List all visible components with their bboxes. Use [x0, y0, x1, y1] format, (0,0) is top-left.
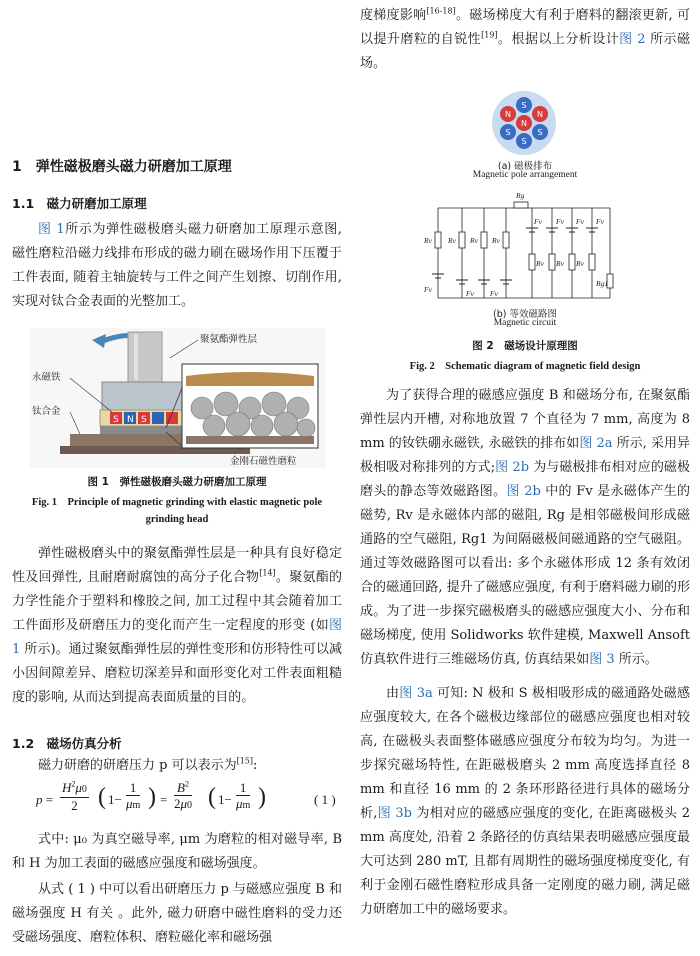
paragraph-gradient: 度梯度影响[16-18]。磁场梯度大有利于磨料的翻滚更新, 可以提升磨粒的自锐性[19]。根据以上分析设计图 2 所示磁场。 — [360, 6, 690, 71]
svg-text:Fv: Fv — [556, 217, 564, 226]
svg-text:Rv: Rv — [536, 259, 544, 268]
svg-text:Rv: Rv — [424, 236, 432, 245]
svg-text:Rv: Rv — [470, 236, 478, 245]
figure-link[interactable]: 图 3b — [377, 806, 412, 821]
svg-text:N: N — [505, 110, 511, 119]
figure-2a-caption-cn: (a) 磁极排布 — [497, 161, 553, 172]
figure-2b-caption-cn: (b) 等效磁路图 — [493, 309, 557, 320]
figure-2-caption-cn: 图 2 磁场设计原理图 — [472, 340, 578, 352]
equation-1: p = $\frac{H^2\mu 0}{2}$ ( 1− $\frac{1}{\mu m}$ ) = $\frac{B^2}{2\mu 0}$ ( 1− $\frac{1}{\mu m}$ ) ( 1 ) — [36, 779, 336, 813]
label-diamond: 金刚石磁性磨粒 — [230, 456, 297, 467]
svg-text:S: S — [505, 128, 511, 137]
paragraph-symbols: 式中: μ₀ 为真空磁导率, μm 为磨粒的相对磁导率, B 和 H 为加工表面的磁感应强度和磁场强度。 — [12, 832, 342, 871]
svg-text:Rv: Rv — [556, 259, 564, 268]
svg-text:Rg1: Rg1 — [596, 279, 609, 288]
paragraph-pressure: 磁力研磨的研磨压力 p 可以表示为[15]: — [38, 756, 258, 773]
figure-link[interactable]: 图 3 — [589, 652, 615, 667]
figure-2b-caption-en: Magnetic circuit — [493, 318, 557, 328]
figure-link[interactable]: 图 2b — [506, 484, 541, 499]
paragraph-magnet-design: 为了获得合理的磁感应强度 B 和磁场分布, 在聚氨酯弹性层内开槽, 对称地放置 7 个直径为 7 mm, 高度为 8 mm 的钕铁硼永磁铁, 永磁铁的排布如图 2a 所示, 采用异极相吸对称排列的方式;图 2b 为与磁极排布相对应的磁极磨头的静态等效磁路图。图 2b 中的 Fv 是永磁体产生的磁势, Rv 是永磁体内部的磁阻, Rg 是相邻磁极间形成磁通路的空气磁阻, Rg1 为间隔磁极间磁通路的空气磁阻。通过等效磁路图可以看出: 多个永磁体形成 12 条有效闭合的磁通回路, 提升了磁感应强度, 有利于磨料磁力刷的形成。为了进一步探究磁极磨头的磁感应强度大小、分布和磁场梯度, 使用 Solidworks 软件建模, Maxwell Ansoft 仿真软件进行三维磁场仿真, 仿真结果如图 3 所示。 — [360, 388, 690, 667]
svg-text:Rv: Rv — [492, 236, 500, 245]
svg-text:Fv: Fv — [424, 285, 432, 294]
svg-text:Rv: Rv — [448, 236, 456, 245]
label-titanium: 钛合金 — [32, 406, 61, 417]
figure-link[interactable]: 图 1 — [12, 618, 342, 657]
paragraph-simulation-results: 由图 3a 可知: N 极和 S 极相吸形成的磁通路处磁感应强度较大, 在各个磁极边缘部位的磁感应强度也相对较高, 在磁极头表面整体磁感应强度分布较为均匀。为进一步探究磁场特性, 在距磁极磨头 2 mm 高度选择直径 8 mm 和直径 16 mm 的 2 条环形路径进行具体的磁场分析,图 3b 为相对应的磁感应强度的变化, 在距离磁极头 2 mm 高度处, 沿着 2 条路径的仿真结果表明磁感应强度最大可达到 280 mT, 且都有周期性的磁场强度梯度变化, 有利于金刚石磁性磨粒形成具备一定刚度的磁力刷, 满足磁力研磨加工中的磁场要求。 — [360, 686, 690, 917]
figure-2-caption-en: Fig. 2 Schematic diagram of magnetic field design — [409, 361, 641, 372]
label-polyurethane: 聚氨酯弹性层 — [200, 334, 258, 345]
figure-link[interactable]: 图 2a — [579, 436, 613, 451]
svg-text:Fv: Fv — [596, 217, 604, 226]
pole-label: N — [127, 415, 134, 425]
figure-1-caption-en: Fig. 1 Principle of magnetic grinding with elastic magnetic pole grinding head — [31, 497, 323, 525]
svg-text:S: S — [537, 128, 543, 137]
svg-text:S: S — [521, 137, 527, 146]
figure-link[interactable]: 图 2b — [495, 460, 530, 475]
svg-text:Fv: Fv — [466, 289, 474, 298]
section-heading-1-2: 1.2 磁场仿真分析 — [12, 736, 122, 751]
paragraph-polyurethane: 弹性磁极磨头中的聚氨酯弹性层是一种具有良好稳定性及回弹性, 且耐磨耐腐蚀的高分子化合物[14]。聚氨酯的力学性能介于塑料和橡胶之间, 加工过程中其会随着加工工件面形及研磨压力的变化而产生一定程度的形变 (如图 1 所示)。通过聚氨酯弹性层的弹性变形和仿形特性可以减小因间隙差异、磨粒切深差异和面形变化对工件表面粗糙度的影响, 从而达到提高表面质量的目的。 — [12, 546, 342, 705]
svg-text:S: S — [521, 101, 527, 110]
figure-1-diagram — [30, 328, 326, 468]
figure-2a-caption-en: Magnetic pole arrangement — [472, 170, 578, 180]
pole-label: S — [141, 415, 147, 425]
svg-text:Fv: Fv — [490, 289, 498, 298]
section-heading-1-1: 1.1 磁力研磨加工原理 — [12, 196, 147, 211]
figure-link[interactable]: 图 2 — [619, 32, 646, 47]
section-heading-1: 1 弹性磁极磨头磁力研磨加工原理 — [12, 159, 232, 175]
svg-text:Rg: Rg — [516, 191, 525, 200]
svg-text:Fv: Fv — [576, 217, 584, 226]
svg-text:Rv: Rv — [576, 259, 584, 268]
figure-2b-magnetic-circuit — [424, 188, 624, 304]
figure-link[interactable]: 图 3a — [399, 686, 433, 701]
label-magnet: 永磁铁 — [32, 372, 61, 383]
figure-link[interactable]: 图 1 — [38, 222, 65, 237]
pole-label: S — [113, 415, 119, 425]
equation-number: ( 1 ) — [314, 792, 336, 807]
svg-text:N: N — [537, 110, 543, 119]
svg-text:Fv: Fv — [534, 217, 542, 226]
figure-2a-pole-arrangement — [486, 90, 562, 156]
paragraph-principle: 图 1所示为弹性磁极磨头磁力研磨加工原理示意图, 磁性磨粒沿磁力线排布形成的磁力刷在磁场作用下压覆于工件表面, 随着主轴旋转与工件之间产生划擦、切削作用, 实现对钛合金表面的光整加工。 — [12, 222, 343, 309]
paragraph-equation-analysis: 从式 ( 1 ) 中可以看出研磨压力 p 与磁感应强度 B 和磁场强度 H 有关 。此外, 磁力研磨中磁性磨料的受力还受磁场强度、磨粒体积、磨粒磁化率和磁场强 — [12, 882, 342, 945]
svg-text:N: N — [521, 119, 527, 128]
figure-1-caption-cn: 图 1 弹性磁极磨头磁力研磨加工原理 — [87, 476, 267, 488]
